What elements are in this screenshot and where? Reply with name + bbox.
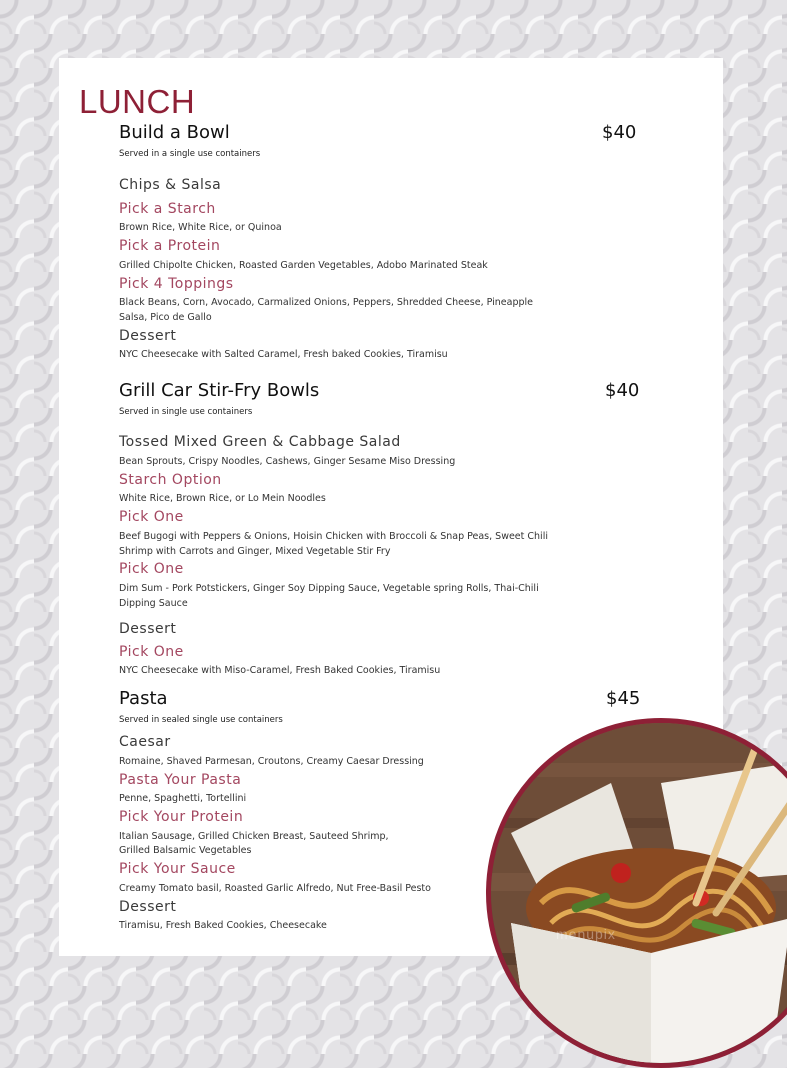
section-price-build-a-bowl: $40 <box>602 122 637 143</box>
item-description: Italian Sausage, Grilled Chicken Breast, Sauteed Shrimp, <box>119 831 389 842</box>
item-heading-pasta-your-pasta: Pasta Your Pasta <box>119 772 242 788</box>
item-description: Dim Sum - Pork Potstickers, Ginger Soy Dipping Sauce, Vegetable spring Rolls, Thai-Chili Dipping Sauce <box>119 583 539 609</box>
item-heading-dessert: Dessert <box>119 899 177 915</box>
section-subtitle: Served in sealed single use containers <box>119 715 283 725</box>
item-heading-dessert: Dessert <box>119 328 177 344</box>
item-description: Tiramisu, Fresh Baked Cookies, Cheesecake <box>119 920 327 931</box>
menu-title: LUNCH <box>79 83 196 120</box>
item-heading-dessert: Dessert <box>119 621 177 637</box>
item-description: Brown Rice, White Rice, or Quinoa <box>119 222 282 233</box>
item-description: Romaine, Shaved Parmesan, Croutons, Creamy Caesar Dressing <box>119 756 424 767</box>
section-price-stir-fry-bowls: $40 <box>605 380 640 401</box>
photo-watermark: menupix <box>556 926 616 942</box>
item-heading-pick-your-sauce: Pick Your Sauce <box>119 861 236 877</box>
item-heading-pick-one: Pick One <box>119 644 184 660</box>
item-description: White Rice, Brown Rice, or Lo Mein Noodles <box>119 493 326 504</box>
item-heading-salad: Tossed Mixed Green & Cabbage Salad <box>119 434 401 450</box>
section-subtitle: Served in a single use containers <box>119 149 261 159</box>
section-title-stir-fry-bowls: Grill Car Stir-Fry Bowls <box>119 380 320 401</box>
item-description: NYC Cheesecake with Miso-Caramel, Fresh Baked Cookies, Tiramisu <box>119 665 441 676</box>
item-description: Bean Sprouts, Crispy Noodles, Cashews, Ginger Sesame Miso Dressing <box>119 456 456 467</box>
item-description: Creamy Tomato basil, Roasted Garlic Alfredo, Nut Free-Basil Pesto <box>119 883 431 894</box>
section-price-pasta: $45 <box>606 688 641 709</box>
section-subtitle: Served in single use containers <box>119 407 253 417</box>
item-heading-pick-a-starch: Pick a Starch <box>119 201 216 217</box>
item-description: Grilled Balsamic Vegetables <box>119 845 252 856</box>
item-heading-caesar: Caesar <box>119 734 171 750</box>
item-description: Grilled Chipolte Chicken, Roasted Garden Vegetables, Adobo Marinated Steak <box>119 260 488 271</box>
item-heading-starch-option: Starch Option <box>119 472 222 488</box>
noodle-box-illustration <box>491 723 787 1063</box>
item-heading-pick-a-protein: Pick a Protein <box>119 238 221 254</box>
item-description: NYC Cheesecake with Salted Caramel, Fresh baked Cookies, Tiramisu <box>119 349 448 360</box>
item-description: Black Beans, Corn, Avocado, Carmalized Onions, Peppers, Shredded Cheese, Pineapple Salsa, Pico de Gallo <box>119 297 534 323</box>
section-title-build-a-bowl: Build a Bowl <box>119 122 230 143</box>
item-heading-pick-one: Pick One <box>119 561 184 577</box>
item-heading-pick-your-protein: Pick Your Protein <box>119 809 244 825</box>
item-description: Beef Bugogi with Peppers & Onions, Hoisin Chicken with Broccoli & Snap Peas, Sweet Chili Shrimp with Carrots and Ginger, Mixed Vegetable Stir Fry <box>119 531 548 557</box>
item-heading-pick-one: Pick One <box>119 509 184 525</box>
item-heading-pick-4-toppings: Pick 4 Toppings <box>119 276 234 292</box>
item-description: Penne, Spaghetti, Tortellini <box>119 793 247 804</box>
item-heading-chips-salsa: Chips & Salsa <box>119 177 222 193</box>
section-title-pasta: Pasta <box>119 688 168 709</box>
